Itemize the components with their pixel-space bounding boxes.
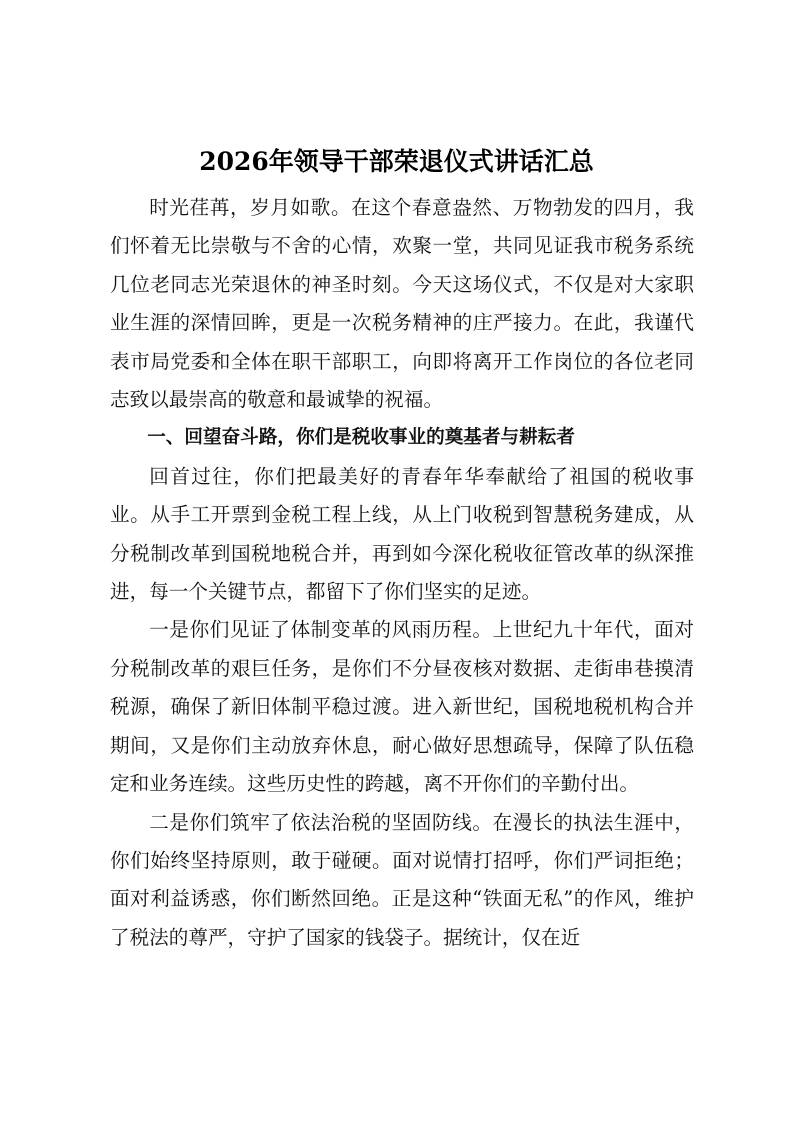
- paragraph-point-one: 一是你们见证了体制变革的风雨历程。上世纪九十年代，面对分税制改革的艰巨任务，是你们不分昼夜核对数据、走街串巷摸清税源，确保了新旧体制平稳过渡。进入新世纪，国税地税机构合并期间，又是你们主动放弃休息，耐心做好思想疏导，保障了队伍稳定和业务连续。这些历史性的跨越，离不开你们的辛勤付出。: [110, 618, 694, 796]
- paragraph-retrospect: 回首过往，你们把最美好的青春年华奉献给了祖国的税收事业。从手工开票到金税工程上线，从上门收税到智慧税务建成，从分税制改革到国税地税合并，再到如今深化税收征管改革的纵深推进，每一个关键节点，都留下了你们坚实的足迹。: [110, 464, 694, 604]
- paragraph-point-two: 二是你们筑牢了依法治税的坚固防线。在漫长的执法生涯中，你们始终坚持原则，敢于碰硬。面对说情打招呼，你们严词拒绝；面对利益诱惑，你们断然回绝。正是这种“铁面无私”的作风，维护了税法的尊严，守护了国家的钱袋子。据统计，仅在近: [110, 810, 694, 949]
- document-body: [110, 189, 694, 957]
- document-title: 2026年领导干部荣退仪式讲话汇总: [199, 147, 594, 176]
- section-heading: 一、回望奋斗路，你们是税收事业的奠基者与耕耘者: [147, 427, 575, 449]
- paragraph-intro: 时光荏苒，岁月如歌。在这个春意盎然、万物勃发的四月，我们怀着无比崇敬与不舍的心情，欢聚一堂，共同见证我市税务系统几位老同志光荣退休的神圣时刻。今天这场仪式，不仅是对大家职业生涯的深情回眸，更是一次税务精神的庄严接力。在此，我谨代表市局党委和全体在职干部职工，向即将离开工作岗位的各位老同志致以最崇高的敬意和最诚挚的祝福。: [110, 196, 694, 412]
